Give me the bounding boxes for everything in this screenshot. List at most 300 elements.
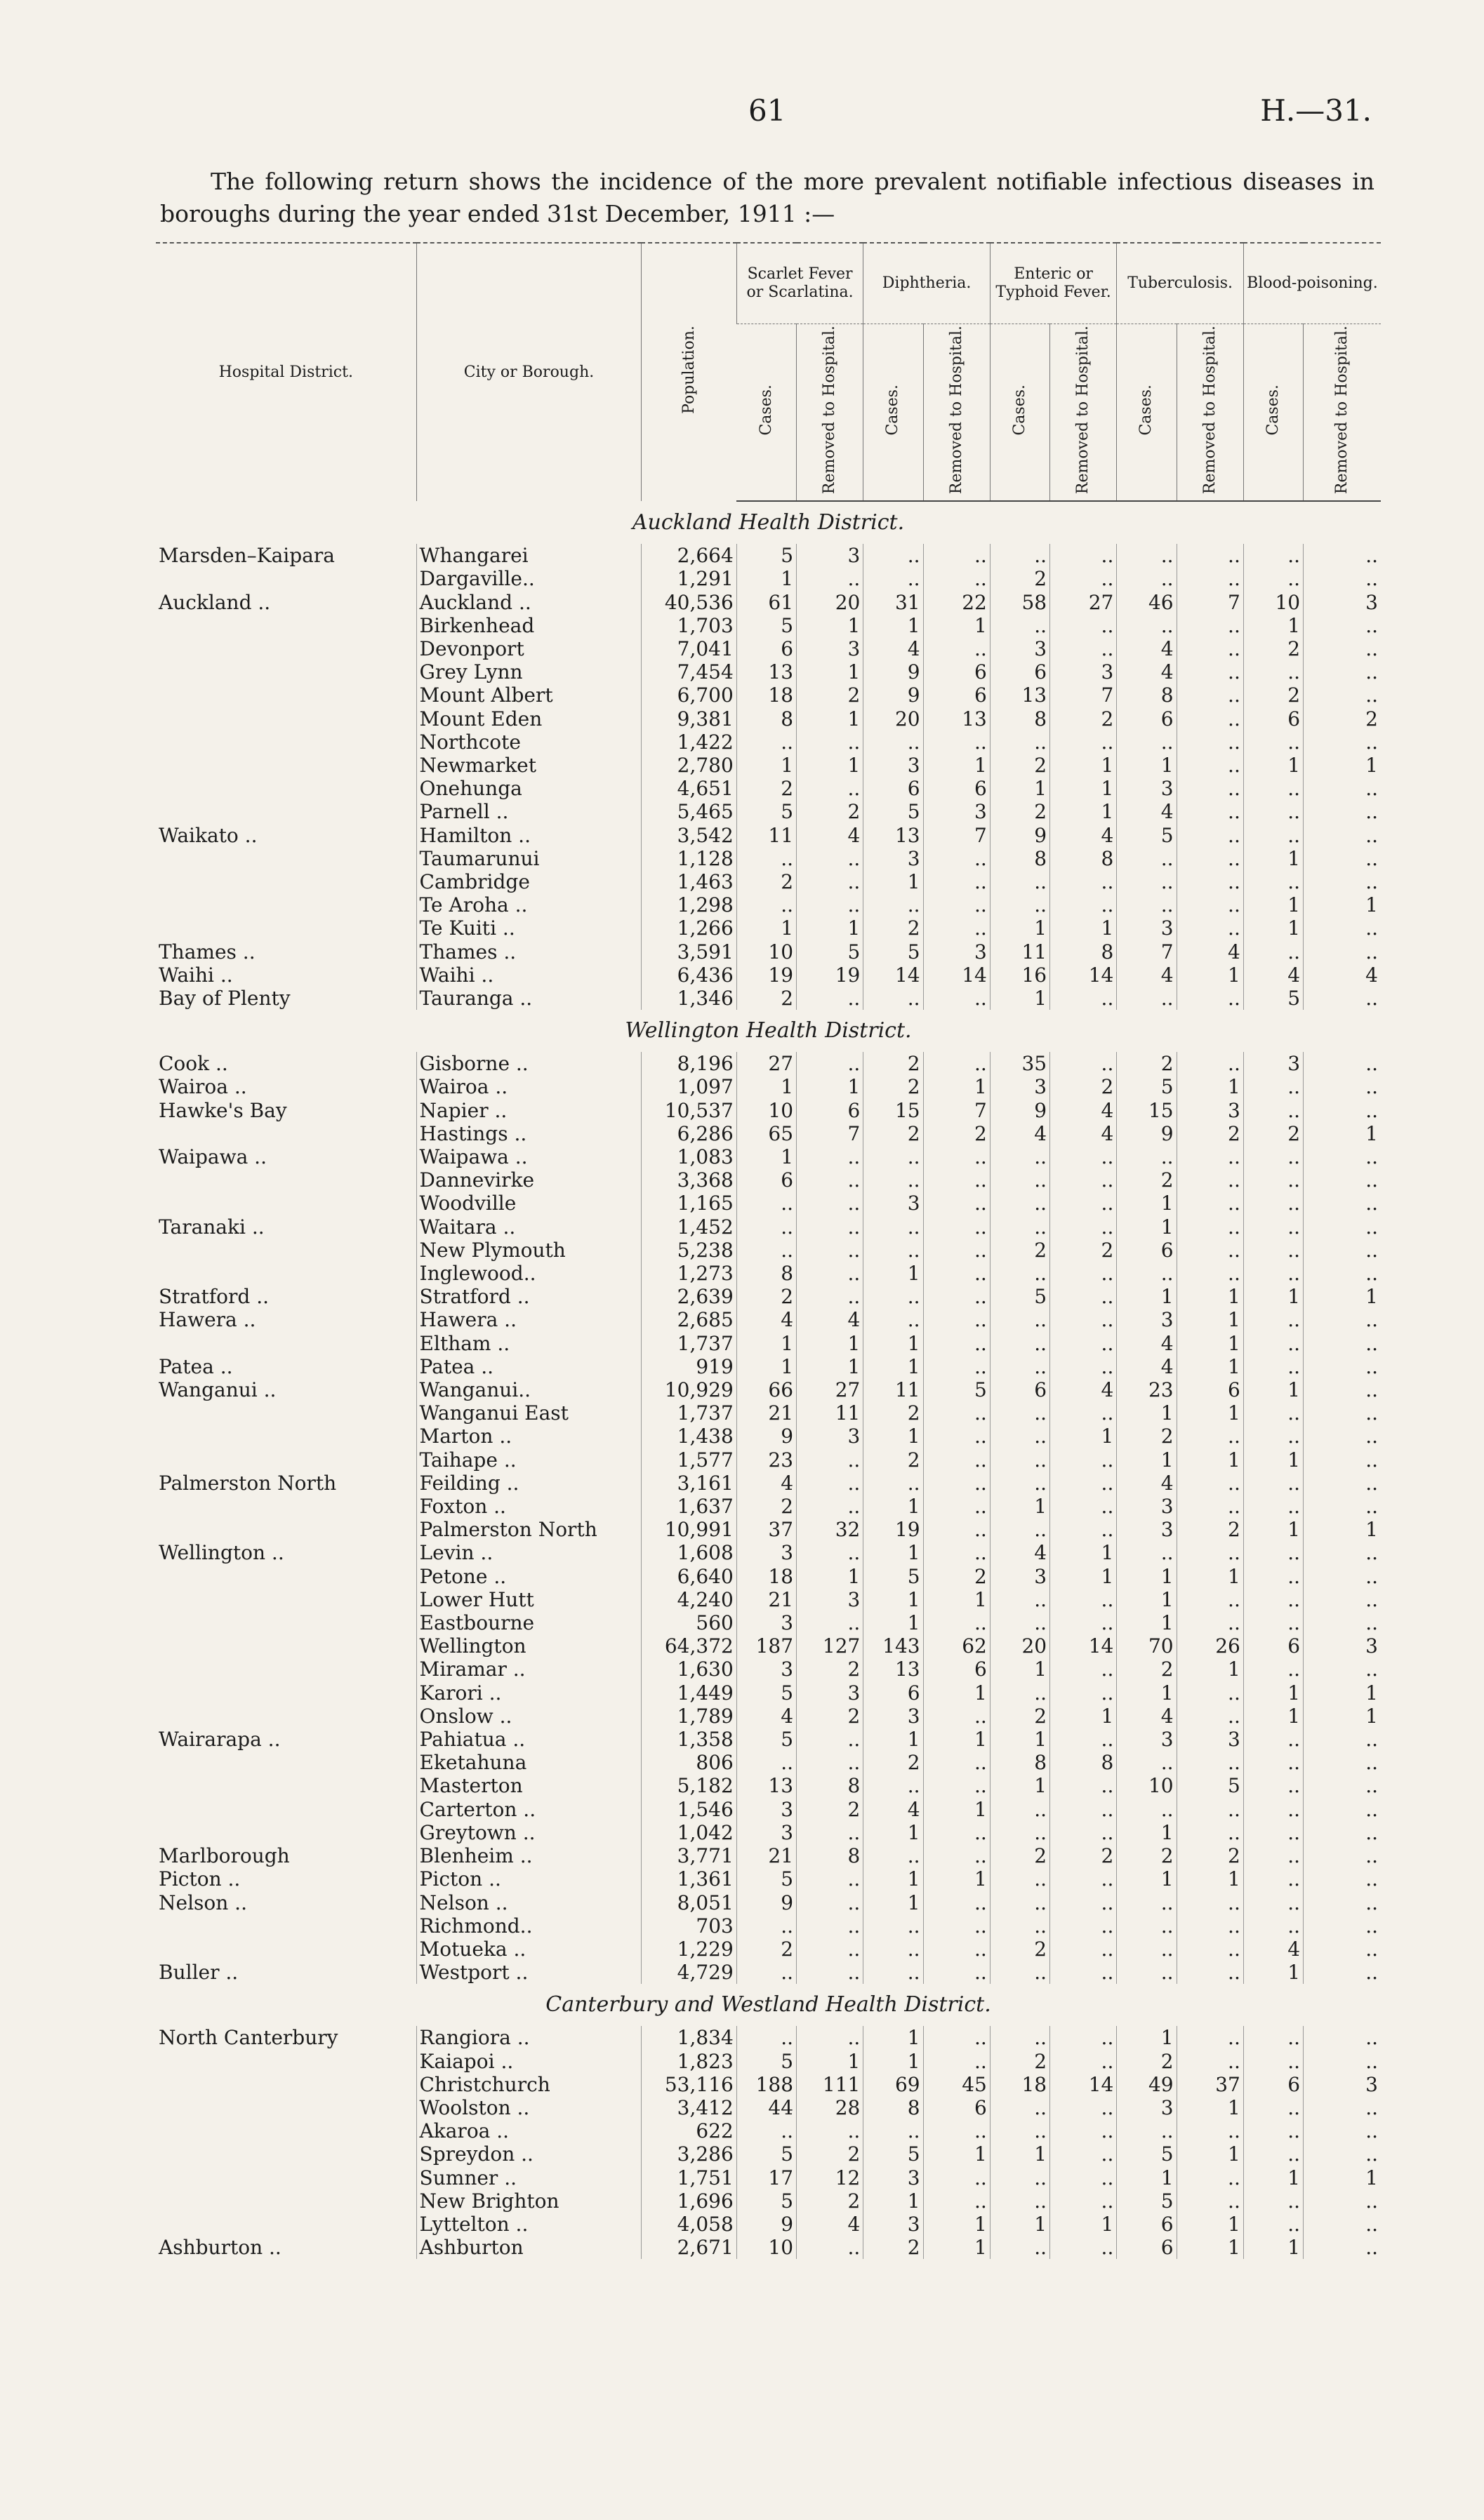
count-cell: 6	[923, 777, 990, 800]
count-cell: 3	[1304, 1634, 1381, 1658]
table-body	[156, 501, 1381, 2259]
count-cell: 2	[1050, 707, 1117, 731]
count-cell: ..	[1304, 1495, 1381, 1518]
count-cell: 6	[1117, 707, 1177, 731]
count-cell: 6	[1117, 1239, 1177, 1262]
count-cell: 2	[1050, 1075, 1117, 1098]
count-cell: ..	[923, 1844, 990, 1867]
count-cell: ..	[990, 1798, 1049, 1821]
table-row	[156, 2236, 1381, 2259]
count-cell: 7	[797, 1122, 863, 1145]
count-cell: ..	[923, 1914, 990, 1938]
table-row	[156, 893, 1381, 916]
count-cell: 2	[797, 2189, 863, 2213]
count-cell: ..	[1050, 1215, 1117, 1239]
count-cell: ..	[1243, 1728, 1303, 1751]
count-cell: ..	[923, 1891, 990, 1914]
table-row	[156, 964, 1381, 987]
table-row	[156, 1332, 1381, 1355]
count-cell: ..	[1050, 637, 1117, 660]
city-borough-cell: Masterton	[416, 1774, 642, 1797]
count-cell: 2	[1050, 1844, 1117, 1867]
count-cell: 9	[863, 660, 923, 684]
city-borough-cell: Te Kuiti ..	[416, 916, 642, 940]
count-cell: ..	[736, 731, 796, 754]
count-cell: 1	[1117, 754, 1177, 777]
count-cell: 46	[1117, 591, 1177, 614]
count-cell: 1	[1243, 893, 1303, 916]
count-cell: 2	[1117, 1425, 1177, 1448]
hospital-district-cell: Stratford ..	[159, 1285, 269, 1309]
population-cell: 2,671	[642, 2236, 736, 2259]
intro-paragraph: The following return shows the incidence of the more prevalent notifiable infectious diseases in boroughs during the year ended 31st December, 1911 :—	[160, 168, 1374, 227]
city-borough-cell: Miramar ..	[416, 1658, 642, 1681]
count-cell: 6	[1177, 1378, 1243, 1401]
count-cell: ..	[923, 637, 990, 660]
count-cell: ..	[1177, 1891, 1243, 1914]
table-row	[156, 1145, 1381, 1168]
count-cell: 5	[863, 800, 923, 823]
count-cell: ..	[1243, 2050, 1303, 2073]
city-borough-cell: Birkenhead	[416, 614, 642, 637]
count-cell: ..	[1304, 987, 1381, 1010]
count-cell: ..	[990, 1588, 1049, 1611]
count-cell: 3	[923, 940, 990, 964]
table-row	[156, 1774, 1381, 1797]
count-cell: ..	[1304, 1145, 1381, 1168]
count-cell: 1	[990, 1728, 1049, 1751]
count-cell: 65	[736, 1122, 796, 1145]
count-cell: 3	[990, 1075, 1049, 1098]
population-cell: 1,266	[642, 916, 736, 940]
count-cell: ..	[1243, 2026, 1303, 2049]
city-borough-cell: Nelson ..	[416, 1891, 642, 1914]
count-cell: 4	[863, 1798, 923, 1821]
city-borough-cell: Devonport	[416, 637, 642, 660]
count-cell: ..	[1243, 2213, 1303, 2236]
count-cell: 6	[923, 1658, 990, 1681]
city-borough-cell: New Brighton	[416, 2189, 642, 2213]
count-cell: ..	[1050, 1308, 1117, 1331]
count-cell: 5	[863, 940, 923, 964]
population-cell: 1,737	[642, 1332, 736, 1355]
count-cell: 58	[990, 591, 1049, 614]
count-cell: 3	[1304, 591, 1381, 614]
count-cell: ..	[1050, 1052, 1117, 1075]
count-cell: ..	[1050, 614, 1117, 637]
hospital-district-cell	[156, 2189, 416, 2213]
count-cell: 1	[990, 1774, 1049, 1797]
hospital-district-cell	[156, 1705, 416, 1728]
count-cell: 5	[1117, 2189, 1177, 2213]
count-cell: ..	[1243, 2142, 1303, 2166]
table-row	[156, 1285, 1381, 1308]
count-cell: ..	[1304, 1891, 1381, 1914]
count-cell: 8	[736, 1262, 796, 1285]
count-cell: ..	[923, 987, 990, 1010]
count-cell: 8	[990, 847, 1049, 870]
count-cell: ..	[1177, 731, 1243, 754]
count-cell: ..	[1304, 544, 1381, 567]
count-cell: ..	[1050, 2236, 1117, 2259]
count-cell: ..	[990, 731, 1049, 754]
count-cell: 1	[1050, 916, 1117, 940]
hospital-district-cell	[156, 1634, 416, 1658]
count-cell: 1	[797, 1565, 863, 1588]
city-borough-cell: Newmarket	[416, 754, 642, 777]
count-cell: ..	[863, 2119, 923, 2142]
count-cell: 4	[736, 1308, 796, 1331]
count-cell: 3	[923, 800, 990, 823]
population-cell: 1,097	[642, 1075, 736, 1098]
count-cell: 4	[990, 1541, 1049, 1564]
count-cell: 8	[863, 2096, 923, 2119]
count-cell: 1	[1243, 2166, 1303, 2189]
count-cell: 3	[797, 544, 863, 567]
count-cell: ..	[1243, 1495, 1303, 1518]
population-cell: 3,368	[642, 1168, 736, 1192]
count-cell: ..	[1304, 1961, 1381, 1984]
count-cell: 1	[797, 916, 863, 940]
count-cell: 1	[923, 1798, 990, 1821]
table-row	[156, 2189, 1381, 2213]
count-cell: 15	[1117, 1099, 1177, 1122]
count-cell: ..	[923, 1705, 990, 1728]
table-row	[156, 1472, 1381, 1495]
count-cell: 1	[1243, 1448, 1303, 1472]
count-cell: 3	[1117, 1495, 1177, 1518]
count-cell: 28	[797, 2096, 863, 2119]
table-row	[156, 1938, 1381, 1961]
count-cell: 1	[1177, 1332, 1243, 1355]
count-cell: 13	[863, 1658, 923, 1681]
population-cell: 1,751	[642, 2166, 736, 2189]
hospital-district-cell	[156, 1168, 416, 1192]
count-cell: ..	[863, 1844, 923, 1867]
count-cell: ..	[990, 1168, 1049, 1192]
hospital-district-cell	[156, 1774, 416, 1797]
count-cell: 1	[990, 916, 1049, 940]
hospital-district-cell	[156, 2119, 416, 2142]
hospital-district-cell	[156, 1192, 416, 1215]
count-cell: ..	[797, 1262, 863, 1285]
count-cell: 1	[1304, 2166, 1381, 2189]
city-borough-cell: Gisborne ..	[416, 1052, 642, 1075]
city-borough-cell: Eketahuna	[416, 1751, 642, 1774]
count-cell: ..	[1177, 707, 1243, 731]
count-cell: 1	[1177, 1658, 1243, 1681]
count-cell: 127	[797, 1634, 863, 1658]
population-cell: 3,412	[642, 2096, 736, 2119]
count-cell: ..	[1177, 777, 1243, 800]
count-cell: ..	[736, 1215, 796, 1239]
count-cell: 8	[797, 1844, 863, 1867]
count-cell: ..	[990, 2166, 1049, 2189]
table-row	[156, 1705, 1381, 1728]
count-cell: 9	[736, 1425, 796, 1448]
count-cell: ..	[797, 1821, 863, 1844]
page-number: 61	[748, 93, 786, 128]
city-borough-cell: Woolston ..	[416, 2096, 642, 2119]
count-cell: 1	[1117, 1681, 1177, 1705]
city-borough-cell: Inglewood..	[416, 1262, 642, 1285]
count-cell: ..	[990, 893, 1049, 916]
count-cell: ..	[923, 916, 990, 940]
count-cell: 10	[1117, 1774, 1177, 1797]
hospital-district-cell	[156, 1658, 416, 1681]
count-cell: ..	[736, 1961, 796, 1984]
count-cell: 3	[1177, 1099, 1243, 1122]
count-cell: ..	[923, 2050, 990, 2073]
count-cell: 1	[1117, 1565, 1177, 1588]
count-cell: 1	[1177, 1448, 1243, 1472]
table-row	[156, 987, 1381, 1010]
count-cell: ..	[1243, 1308, 1303, 1331]
count-cell: 6	[1243, 1634, 1303, 1658]
count-cell: ..	[797, 987, 863, 1010]
count-cell: ..	[736, 1751, 796, 1774]
count-cell: ..	[990, 2096, 1049, 2119]
count-cell: 2	[1177, 1844, 1243, 1867]
city-borough-cell: Woodville	[416, 1192, 642, 1215]
city-borough-cell: Karori ..	[416, 1681, 642, 1705]
count-cell: ..	[1243, 1401, 1303, 1425]
count-cell: ..	[1117, 614, 1177, 637]
hospital-district-cell: Wanganui ..	[159, 1378, 277, 1402]
count-cell: ..	[797, 1541, 863, 1564]
count-cell: ..	[1050, 2096, 1117, 2119]
header-scarlet-fever: Scarlet Fever or Scarlatina.	[736, 243, 863, 324]
count-cell: ..	[797, 1611, 863, 1634]
count-cell: ..	[1177, 1239, 1243, 1262]
count-cell: ..	[1177, 1215, 1243, 1239]
count-cell: 2	[990, 2050, 1049, 2073]
count-cell: 1	[863, 1495, 923, 1518]
count-cell: ..	[1304, 1448, 1381, 1472]
hospital-district-cell	[156, 1262, 416, 1285]
count-cell: 3	[797, 1681, 863, 1705]
table-row	[156, 567, 1381, 590]
count-cell: 1	[1304, 893, 1381, 916]
table-row	[156, 1821, 1381, 1844]
table-row	[156, 1518, 1381, 1541]
count-cell: ..	[1050, 2119, 1117, 2142]
count-cell: ..	[1117, 2119, 1177, 2142]
count-cell: 2	[1177, 1518, 1243, 1541]
count-cell: 2	[1304, 707, 1381, 731]
city-borough-cell: Pahiatua ..	[416, 1728, 642, 1751]
count-cell: 2	[863, 1751, 923, 1774]
table-row	[156, 1215, 1381, 1239]
city-borough-cell: Wellington	[416, 1634, 642, 1658]
count-cell: 2	[863, 916, 923, 940]
count-cell: 1	[1243, 1961, 1303, 1984]
population-cell: 2,664	[642, 544, 736, 567]
count-cell: 5	[1243, 987, 1303, 1010]
table-row	[156, 1728, 1381, 1751]
count-cell: ..	[1177, 1705, 1243, 1728]
count-cell: ..	[797, 1891, 863, 1914]
count-cell: 7	[1050, 684, 1117, 707]
count-cell: 1	[1177, 1285, 1243, 1308]
count-cell: 13	[863, 824, 923, 847]
count-cell: ..	[863, 1215, 923, 1239]
count-cell: ..	[1177, 684, 1243, 707]
count-cell: 3	[1117, 1728, 1177, 1751]
count-cell: ..	[1304, 1472, 1381, 1495]
count-cell: 2	[923, 1122, 990, 1145]
count-cell: 1	[797, 1355, 863, 1378]
count-cell: ..	[797, 1867, 863, 1891]
count-cell: 23	[1117, 1378, 1177, 1401]
population-cell: 1,273	[642, 1262, 736, 1285]
count-cell: ..	[1050, 1867, 1117, 1891]
table-row	[156, 1961, 1381, 1984]
count-cell: ..	[1243, 2189, 1303, 2213]
count-cell: ..	[1177, 1262, 1243, 1285]
count-cell: 26	[1177, 1634, 1243, 1658]
table-row	[156, 637, 1381, 660]
count-cell: ..	[1243, 1075, 1303, 1098]
count-cell: ..	[1243, 1262, 1303, 1285]
count-cell: 2	[736, 777, 796, 800]
hospital-district-cell: Picton ..	[159, 1867, 241, 1891]
count-cell: 3	[990, 1565, 1049, 1588]
count-cell: ..	[923, 731, 990, 754]
count-cell: ..	[1117, 1914, 1177, 1938]
header-city-borough: City or Borough.	[416, 243, 642, 501]
count-cell: ..	[1117, 870, 1177, 893]
hospital-district-cell: Marlborough	[159, 1844, 290, 1868]
count-cell: 3	[863, 1192, 923, 1215]
count-cell: ..	[1177, 1495, 1243, 1518]
count-cell: 4	[1117, 1705, 1177, 1728]
count-cell: ..	[1177, 893, 1243, 916]
count-cell: ..	[1304, 1541, 1381, 1564]
city-borough-cell: Eastbourne	[416, 1611, 642, 1634]
count-cell: ..	[797, 1472, 863, 1495]
count-cell: ..	[797, 1239, 863, 1262]
count-cell: 3	[736, 1798, 796, 1821]
count-cell: 1	[1243, 754, 1303, 777]
count-cell: ..	[1050, 870, 1117, 893]
count-cell: 2	[863, 1122, 923, 1145]
hospital-district-cell	[156, 1518, 416, 1541]
count-cell: 1	[863, 614, 923, 637]
count-cell: 3	[863, 2166, 923, 2189]
count-cell: 16	[990, 964, 1049, 987]
count-cell: 13	[736, 1774, 796, 1797]
count-cell: ..	[1050, 567, 1117, 590]
count-cell: 1	[990, 987, 1049, 1010]
count-cell: ..	[1304, 1611, 1381, 1634]
count-cell: 11	[736, 824, 796, 847]
city-borough-cell: Grey Lynn	[416, 660, 642, 684]
count-cell: 1	[923, 1075, 990, 1098]
count-cell: 10	[736, 2236, 796, 2259]
hospital-district-cell	[156, 777, 416, 800]
count-cell: ..	[1050, 1355, 1117, 1378]
count-cell: 14	[923, 964, 990, 987]
count-cell: ..	[1177, 1052, 1243, 1075]
count-cell: ..	[990, 2236, 1049, 2259]
count-cell: 3	[797, 1588, 863, 1611]
count-cell: ..	[1050, 1518, 1117, 1541]
count-cell: ..	[1243, 1611, 1303, 1634]
city-borough-cell: Mount Albert	[416, 684, 642, 707]
count-cell: 35	[990, 1052, 1049, 1075]
population-cell: 1,165	[642, 1192, 736, 1215]
count-cell: ..	[863, 1774, 923, 1797]
count-cell: 23	[736, 1448, 796, 1472]
table-row	[156, 2073, 1381, 2096]
count-cell: ..	[1304, 1844, 1381, 1867]
count-cell: 6	[990, 1378, 1049, 1401]
hospital-district-cell: Cook ..	[159, 1052, 228, 1076]
subheader-cases: Cases.	[1243, 324, 1303, 502]
count-cell: ..	[923, 1052, 990, 1075]
population-cell: 5,465	[642, 800, 736, 823]
count-cell: 4	[1050, 1378, 1117, 1401]
count-cell: ..	[1304, 1308, 1381, 1331]
count-cell: 19	[797, 964, 863, 987]
count-cell: ..	[1177, 1541, 1243, 1564]
city-borough-cell: Rangiora ..	[416, 2026, 642, 2049]
table-row	[156, 2096, 1381, 2119]
count-cell: 2	[990, 1239, 1049, 1262]
hospital-district-cell	[156, 2050, 416, 2073]
table-row	[156, 544, 1381, 567]
count-cell: 1	[1117, 1867, 1177, 1891]
count-cell: ..	[1304, 2096, 1381, 2119]
count-cell: ..	[797, 567, 863, 590]
count-cell: ..	[1304, 731, 1381, 754]
count-cell: 14	[1050, 2073, 1117, 2096]
count-cell: ..	[1177, 1681, 1243, 1705]
count-cell: 8	[1050, 940, 1117, 964]
count-cell: ..	[1177, 1938, 1243, 1961]
hospital-district-cell	[156, 1588, 416, 1611]
count-cell: 18	[736, 684, 796, 707]
population-cell: 5,182	[642, 1774, 736, 1797]
city-borough-cell: Napier ..	[416, 1099, 642, 1122]
table-row	[156, 1681, 1381, 1705]
population-cell: 1,229	[642, 1938, 736, 1961]
count-cell: 4	[1117, 1472, 1177, 1495]
count-cell: ..	[923, 1472, 990, 1495]
count-cell: ..	[990, 1332, 1049, 1355]
population-cell: 1,546	[642, 1798, 736, 1821]
count-cell: 2	[736, 1938, 796, 1961]
city-borough-cell: Stratford ..	[416, 1285, 642, 1308]
count-cell: 2	[923, 1565, 990, 1588]
count-cell: ..	[990, 1401, 1049, 1425]
count-cell: 1	[1117, 2026, 1177, 2049]
count-cell: 9	[1117, 1122, 1177, 1145]
count-cell: ..	[1304, 1565, 1381, 1588]
city-borough-cell: Dannevirke	[416, 1168, 642, 1192]
count-cell: 11	[863, 1378, 923, 1401]
count-cell: 188	[736, 2073, 796, 2096]
count-cell: 1	[1117, 1611, 1177, 1634]
city-borough-cell: Wanganui..	[416, 1378, 642, 1401]
count-cell: 8	[1117, 684, 1177, 707]
count-cell: 1	[1243, 1285, 1303, 1308]
city-borough-cell: Onehunga	[416, 777, 642, 800]
table-row	[156, 870, 1381, 893]
count-cell: 6	[990, 660, 1049, 684]
population-cell: 2,639	[642, 1285, 736, 1308]
